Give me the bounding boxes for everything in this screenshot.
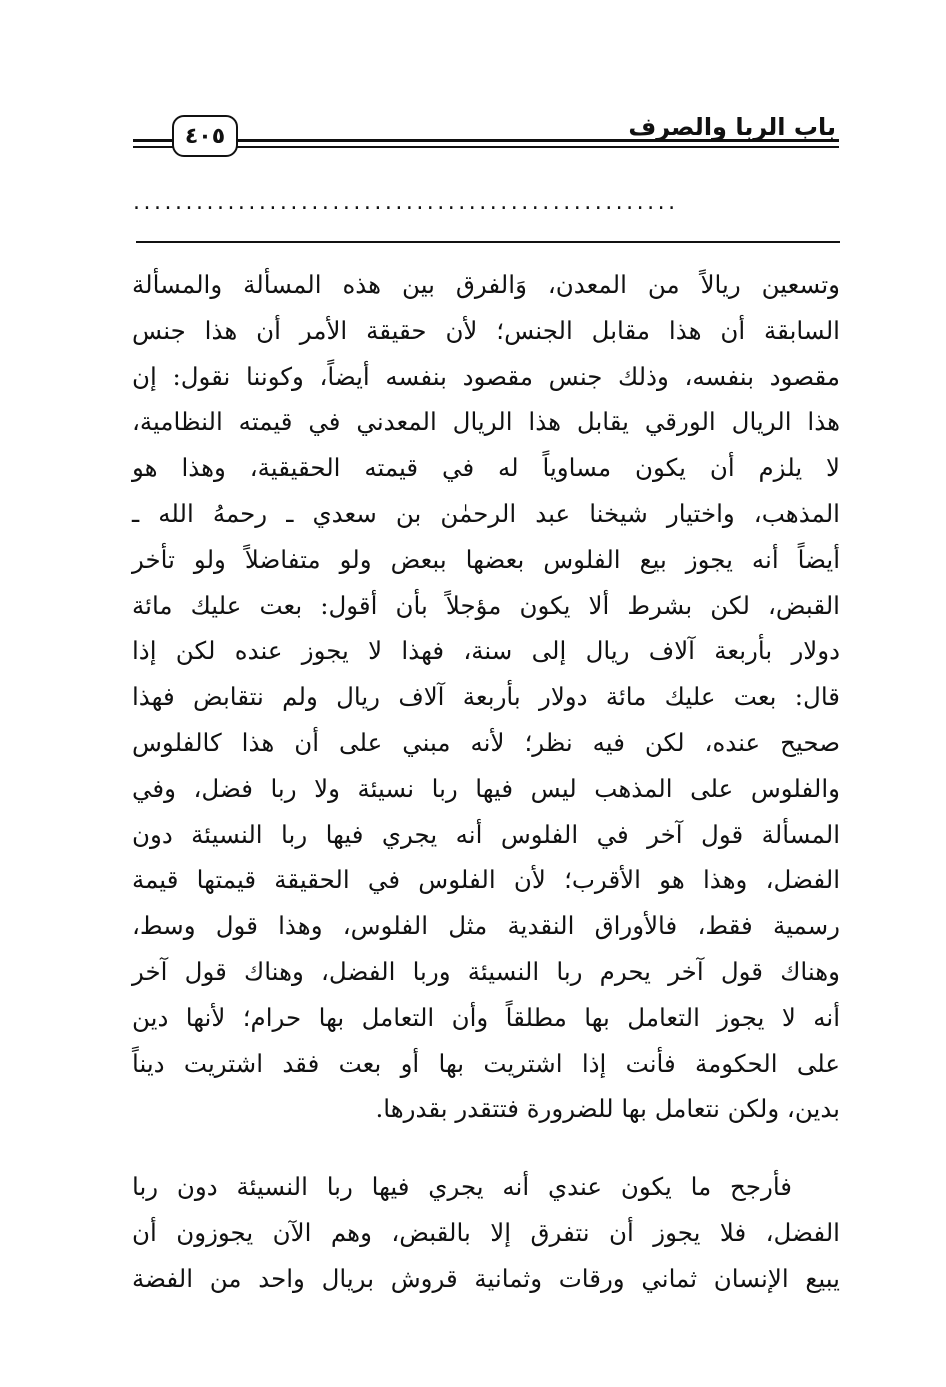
text-line: قال: بعت عليك مائة دولار بأربعة آلاف ريال ولم نتقابض فهذا (132, 682, 840, 712)
text-line: دولار بأربعة آلاف ريال إلى سنة، فهذا لا يجوز عنده لكن إذا (132, 636, 840, 666)
page-header (0, 95, 946, 165)
text-line: وتسعين ريالاً من المعدن، وَالفرق بين هذه المسألة والمسألة (132, 270, 840, 299)
text-line: المذهب، واختيار شيخنا عبد الرحمٰن بن سعدي ـ رحمهُ الله ـ (132, 498, 840, 528)
text-line: لا يلزم أن يكون مساوياً له في قيمته الحقيقية، وهذا هو (132, 453, 840, 483)
paragraph-2 (132, 1164, 840, 1301)
text-line: هذا الريال الورقي يقابل هذا الريال المعدني في قيمته النظامية، (132, 407, 840, 437)
text-line: الفضل، فلا يجوز أن نتفرق إلا بالقبض، وهم الآن يجوزون أن (132, 1217, 840, 1247)
text-line: أنه لا يجوز التعامل بها مطلقاً وأن التعامل بها حرام؛ لأنها دين (132, 1002, 840, 1032)
text-line: وهناك قول آخر يحرم ربا النسيئة وربا الفضل، وهناك قول آخر (132, 956, 840, 986)
header-rule-left (133, 139, 173, 148)
text-line: الفضل، وهذا هو الأقرب؛ لأن الفلوس في الحقيقة قيمتها قيمة (132, 865, 840, 895)
text-line: فأرجح ما يكون عندي أنه يجري فيها ربا النسيئة دون ربا (132, 1172, 792, 1201)
text-line: رسمية فقط، فالأوراق النقدية مثل الفلوس، وهذا قول وسط، (132, 911, 840, 941)
text-line: على الحكومة فأنت إذا اشتريت بها أو بعت فقد اشتريت ديناً (132, 1048, 840, 1078)
text-line: والفلوس على المذهب ليس فيها ربا نسيئة ولا ربا فضل، وفي (132, 773, 840, 803)
divider-line (136, 241, 840, 243)
chapter-title: باب الربا والصرف (628, 113, 836, 141)
paragraph-1 (132, 262, 840, 1132)
text-line: بدين، ولكن نتعامل بها للضرورة فتتقدر بقدرها. (375, 1094, 840, 1124)
text-line: يبيع الإنسان ثماني ورقات وثمانية قروش بريال واحد من الفضة (132, 1263, 840, 1293)
text-line: مقصود بنفسه، وذلك جنس مقصود بنفسه أيضاً، وكوننا نقول: إن (132, 361, 840, 391)
text-line: المسألة قول آخر في الفلوس أنه يجري فيها ربا النسيئة دون (132, 819, 840, 849)
text-line: صحيح عنده، لكن فيه نظر؛ لأنه مبني على أن هذا كالفلوس (132, 727, 840, 757)
dotted-separator: .................................................... (133, 190, 679, 215)
text-line: القبض، لكن بشرط ألا يكون مؤجلاً بأن أقول: بعت عليك مائة (132, 590, 840, 620)
header-rule-right (237, 139, 839, 148)
text-line: أيضاً أنه يجوز بيع الفلوس بعضها ببعض ولو متفاضلاً ولو تأخر (132, 544, 840, 574)
page-number: ٤٠٥ (172, 115, 238, 157)
text-line: السابقة أن هذا مقابل الجنس؛ لأن حقيقة الأمر أن هذا جنس (132, 315, 840, 345)
